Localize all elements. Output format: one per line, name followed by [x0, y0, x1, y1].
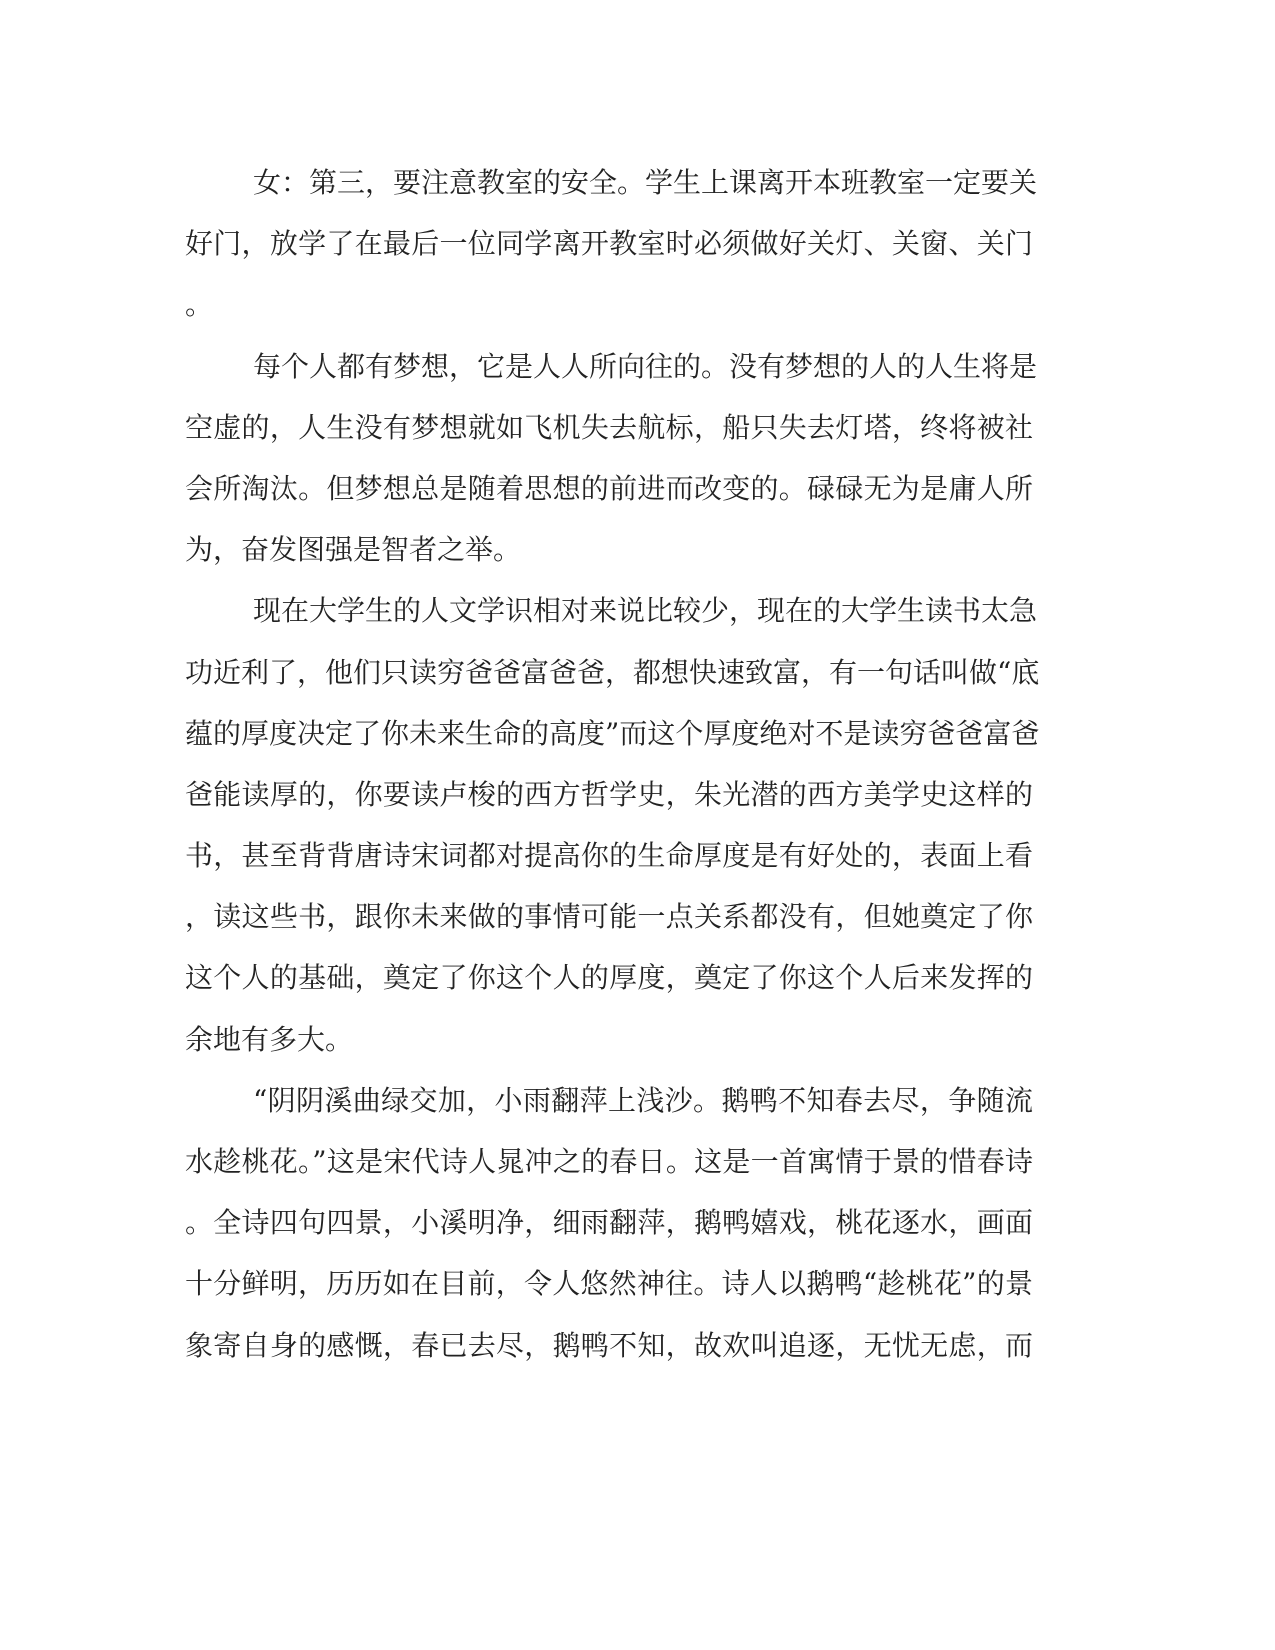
text-line: 。全诗四句四景，小溪明净，细雨翻萍，鹅鸭嬉戏，桃花逐水，画面	[185, 1206, 1033, 1240]
text-line: 功近利了，他们只读穷爸爸富爸爸，都想快速致富，有一句话叫做“底	[185, 655, 1040, 689]
text-line: 这个人的基础，奠定了你这个人的厚度，奠定了你这个人后来发挥的	[185, 961, 1033, 995]
body-text	[185, 152, 1045, 1376]
text-line: 爸能读厚的，你要读卢梭的西方哲学史，朱光潜的西方美学史这样的	[185, 777, 1033, 811]
text-line: 。	[185, 288, 214, 322]
text-line: 每个人都有梦想，它是人人所向往的。没有梦想的人的人生将是	[253, 349, 1038, 383]
text-line: 水趁桃花。”这是宋代诗人晁冲之的春日。这是一首寓情于景的惜春诗	[185, 1145, 1033, 1178]
text-line: 女：第三，要注意教室的安全。学生上课离开本班教室一定要关	[253, 166, 1038, 199]
text-line: 现在大学生的人文学识相对来说比较少，现在的大学生读书太急	[253, 594, 1038, 628]
text-line: 蕴的厚度决定了你未来生命的高度”而这个厚度绝对不是读穷爸爸富爸	[185, 716, 1040, 750]
text-line: “阴阴溪曲绿交加，小雨翻萍上浅沙。鹅鸭不知春去尽，争随流	[253, 1083, 1033, 1117]
text-line: 空虚的，人生没有梦想就如飞机失去航标，船只失去灯塔，终将被社	[185, 410, 1033, 444]
text-line: 会所淘汰。但梦想总是随着思想的前进而改变的。碌碌无为是庸人所	[185, 471, 1033, 505]
text-line: 象寄自身的感慨，春已去尽，鹅鸭不知，故欢叫追逐，无忧无虑，而	[185, 1328, 1033, 1362]
text-line: 余地有多大。	[185, 1022, 354, 1056]
text-line: 十分鲜明，历历如在目前，令人悠然神往。诗人以鹅鸭“趁桃花”的景	[185, 1267, 1033, 1301]
text-line: ，读这些书，跟你未来做的事情可能一点关系都没有，但她奠定了你	[185, 900, 1033, 934]
text-line: 书，甚至背背唐诗宋词都对提高你的生命厚度是有好处的，表面上看	[185, 839, 1033, 873]
text-line: 为，奋发图强是智者之举。	[185, 533, 522, 567]
text-line: 好门，放学了在最后一位同学离开教室时必须做好关灯、关窗、关门	[185, 227, 1033, 261]
